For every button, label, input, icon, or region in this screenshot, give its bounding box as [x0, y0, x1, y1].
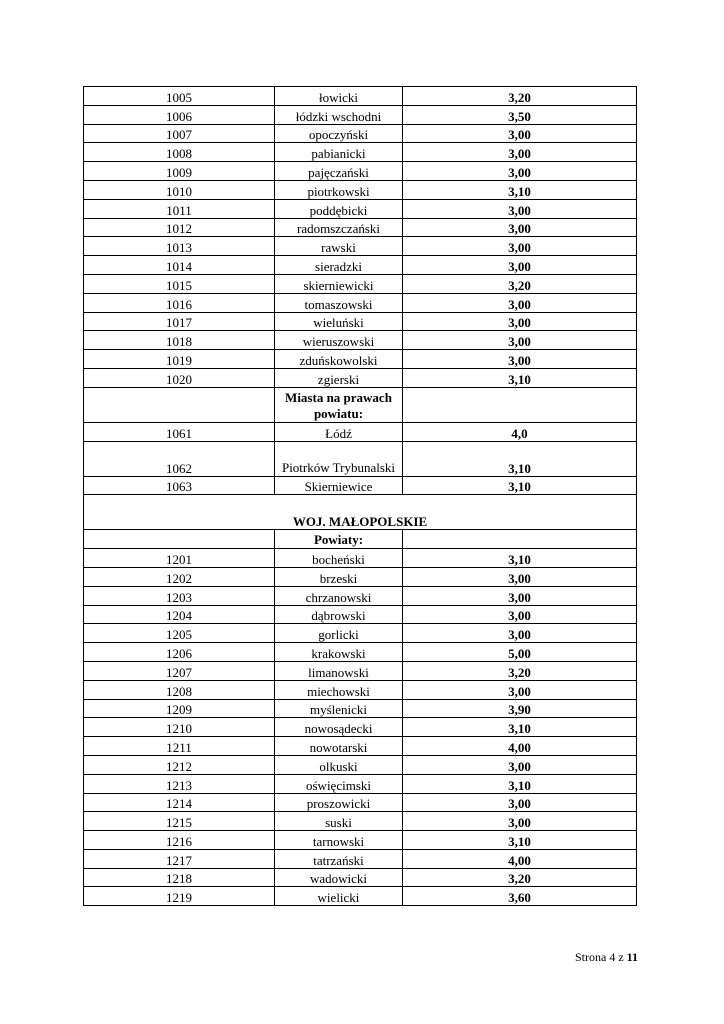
page-footer — [575, 950, 638, 965]
table-row — [84, 737, 637, 756]
table-row — [84, 661, 637, 680]
row-name: Łódź — [275, 422, 403, 441]
table-row — [84, 124, 637, 143]
empty-cell — [84, 387, 275, 422]
region-title-row — [84, 495, 637, 530]
row-name: zgierski — [275, 368, 403, 387]
row-code: 1018 — [84, 331, 275, 350]
row-name: wadowicki — [275, 868, 403, 887]
powiaty-header-row — [84, 530, 637, 549]
row-code: 1012 — [84, 218, 275, 237]
row-value: 3,90 — [403, 699, 637, 718]
row-name: wielicki — [275, 887, 403, 906]
table-row — [84, 180, 637, 199]
row-name: poddębicki — [275, 199, 403, 218]
row-value: 3,60 — [403, 887, 637, 906]
row-name: pabianicki — [275, 143, 403, 162]
row-value: 3,10 — [403, 368, 637, 387]
row-code: 1061 — [84, 422, 275, 441]
row-code: 1218 — [84, 868, 275, 887]
table-row — [84, 256, 637, 275]
page-number-prefix: Strona 4 z — [575, 950, 624, 964]
row-value: 4,00 — [403, 849, 637, 868]
table-row — [84, 422, 637, 441]
row-name: wieruszowski — [275, 331, 403, 350]
row-code: 1008 — [84, 143, 275, 162]
row-code: 1010 — [84, 180, 275, 199]
row-value: 5,00 — [403, 643, 637, 662]
row-value: 3,20 — [403, 274, 637, 293]
row-value: 3,10 — [403, 718, 637, 737]
table-body — [84, 87, 637, 906]
row-name: miechowski — [275, 680, 403, 699]
row-code: 1202 — [84, 567, 275, 586]
row-name: myślenicki — [275, 699, 403, 718]
row-code: 1020 — [84, 368, 275, 387]
row-name: proszowicki — [275, 793, 403, 812]
table-row — [84, 793, 637, 812]
empty-cell — [403, 530, 637, 549]
row-code: 1205 — [84, 624, 275, 643]
row-name: brzeski — [275, 567, 403, 586]
row-name: krakowski — [275, 643, 403, 662]
row-value: 3,00 — [403, 605, 637, 624]
row-code: 1016 — [84, 293, 275, 312]
table-row — [84, 812, 637, 831]
row-value: 3,00 — [403, 124, 637, 143]
row-code: 1213 — [84, 774, 275, 793]
row-value: 3,00 — [403, 293, 637, 312]
table-row — [84, 549, 637, 568]
row-name: opoczyński — [275, 124, 403, 143]
row-name: piotrkowski — [275, 180, 403, 199]
powiaty-header: Powiaty: — [275, 530, 403, 549]
row-name: oświęcimski — [275, 774, 403, 793]
table-row — [84, 476, 637, 495]
page-total: 11 — [626, 950, 638, 964]
district-rates-table — [83, 86, 637, 906]
table-row — [84, 274, 637, 293]
row-value: 3,00 — [403, 237, 637, 256]
table-row — [84, 774, 637, 793]
row-value: 3,50 — [403, 105, 637, 124]
row-value: 3,00 — [403, 567, 637, 586]
row-code: 1214 — [84, 793, 275, 812]
row-value: 3,00 — [403, 755, 637, 774]
table-row — [84, 105, 637, 124]
row-code: 1217 — [84, 849, 275, 868]
row-value: 3,00 — [403, 256, 637, 275]
row-code: 1019 — [84, 350, 275, 369]
row-code: 1006 — [84, 105, 275, 124]
row-value: 3,00 — [403, 624, 637, 643]
row-code: 1203 — [84, 586, 275, 605]
row-code: 1207 — [84, 661, 275, 680]
row-code: 1219 — [84, 887, 275, 906]
cities-header: Miasta na prawach powiatu: — [275, 387, 403, 422]
row-code: 1014 — [84, 256, 275, 275]
row-name: pajęczański — [275, 162, 403, 181]
empty-cell — [403, 387, 637, 422]
row-name: tarnowski — [275, 831, 403, 850]
row-value: 3,10 — [403, 831, 637, 850]
empty-cell — [84, 530, 275, 549]
table-row — [84, 199, 637, 218]
row-value: 3,20 — [403, 868, 637, 887]
table-row — [84, 643, 637, 662]
table-row — [84, 586, 637, 605]
row-name: Skierniewice — [275, 476, 403, 495]
table-row — [84, 87, 637, 106]
table-row — [84, 849, 637, 868]
row-code: 1212 — [84, 755, 275, 774]
row-value: 3,10 — [403, 441, 637, 476]
row-name: nowosądecki — [275, 718, 403, 737]
row-value: 3,00 — [403, 312, 637, 331]
row-name: skierniewicki — [275, 274, 403, 293]
row-code: 1206 — [84, 643, 275, 662]
row-name: wieluński — [275, 312, 403, 331]
row-code: 1209 — [84, 699, 275, 718]
row-value: 3,10 — [403, 180, 637, 199]
row-code: 1208 — [84, 680, 275, 699]
row-value: 3,10 — [403, 774, 637, 793]
row-value: 3,00 — [403, 586, 637, 605]
row-name: radomszczański — [275, 218, 403, 237]
table-row — [84, 718, 637, 737]
table-row — [84, 605, 637, 624]
row-name: łowicki — [275, 87, 403, 106]
row-value: 3,20 — [403, 87, 637, 106]
row-value: 3,00 — [403, 350, 637, 369]
table-row — [84, 755, 637, 774]
row-name: dąbrowski — [275, 605, 403, 624]
table-row — [84, 831, 637, 850]
table-row — [84, 368, 637, 387]
row-code: 1013 — [84, 237, 275, 256]
row-code: 1216 — [84, 831, 275, 850]
row-name: chrzanowski — [275, 586, 403, 605]
row-value: 3,20 — [403, 661, 637, 680]
row-code: 1211 — [84, 737, 275, 756]
table-row — [84, 887, 637, 906]
table-row — [84, 237, 637, 256]
row-code: 1007 — [84, 124, 275, 143]
table-row — [84, 441, 637, 476]
row-value: 3,10 — [403, 476, 637, 495]
table-row — [84, 868, 637, 887]
row-name: limanowski — [275, 661, 403, 680]
row-value: 3,00 — [403, 162, 637, 181]
table-row — [84, 218, 637, 237]
row-code: 1015 — [84, 274, 275, 293]
row-code: 1011 — [84, 199, 275, 218]
table-row — [84, 350, 637, 369]
table-row — [84, 624, 637, 643]
row-code: 1063 — [84, 476, 275, 495]
row-code: 1009 — [84, 162, 275, 181]
row-name: tatrzański — [275, 849, 403, 868]
row-name: rawski — [275, 237, 403, 256]
row-code: 1201 — [84, 549, 275, 568]
table-row — [84, 162, 637, 181]
table-row — [84, 312, 637, 331]
row-code: 1005 — [84, 87, 275, 106]
cities-header-row — [84, 387, 637, 422]
row-value: 3,00 — [403, 793, 637, 812]
table-row — [84, 143, 637, 162]
row-value: 4,00 — [403, 737, 637, 756]
row-code: 1017 — [84, 312, 275, 331]
row-code: 1215 — [84, 812, 275, 831]
region-title: WOJ. MAŁOPOLSKIE — [84, 495, 637, 530]
table-row — [84, 680, 637, 699]
row-value: 3,00 — [403, 331, 637, 350]
row-value: 3,00 — [403, 812, 637, 831]
table-row — [84, 567, 637, 586]
row-name: olkuski — [275, 755, 403, 774]
row-code: 1210 — [84, 718, 275, 737]
row-name: tomaszowski — [275, 293, 403, 312]
row-code: 1204 — [84, 605, 275, 624]
row-value: 3,00 — [403, 199, 637, 218]
row-value: 3,00 — [403, 680, 637, 699]
row-name: gorlicki — [275, 624, 403, 643]
row-code: 1062 — [84, 441, 275, 476]
row-value: 4,0 — [403, 422, 637, 441]
row-name: suski — [275, 812, 403, 831]
row-name: nowotarski — [275, 737, 403, 756]
table-row — [84, 331, 637, 350]
row-name: Piotrków Trybunalski — [275, 441, 403, 476]
row-value: 3,00 — [403, 218, 637, 237]
row-name: sieradzki — [275, 256, 403, 275]
table-row — [84, 293, 637, 312]
row-value: 3,10 — [403, 549, 637, 568]
row-name: bocheński — [275, 549, 403, 568]
row-name: łódzki wschodni — [275, 105, 403, 124]
table-row — [84, 699, 637, 718]
row-name: zduńskowolski — [275, 350, 403, 369]
row-value: 3,00 — [403, 143, 637, 162]
